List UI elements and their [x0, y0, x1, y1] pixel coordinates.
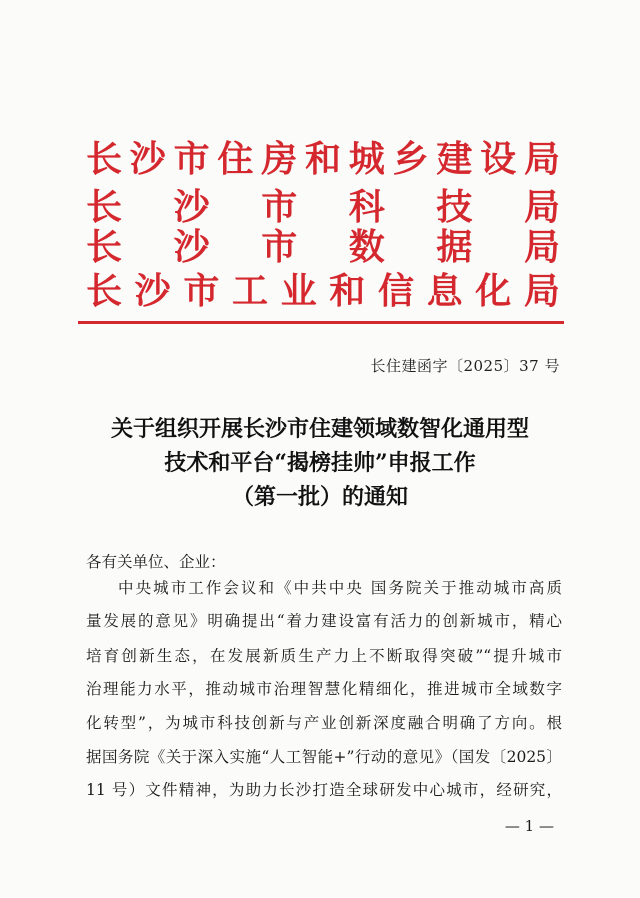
issuer-char: 市 [261, 186, 298, 228]
issuer-char: 化 [475, 270, 512, 312]
page-number: — 1 — [504, 817, 554, 835]
issuer-char: 局 [523, 226, 560, 268]
issuer-char: 局 [523, 270, 560, 312]
issuer-char: 住 [217, 138, 254, 180]
title-line-2: 技术和平台“揭榜挂帅”申报工作 [164, 450, 476, 476]
body-line: 据国务院《关于深入实施“人工智能+”行动的意见》（国发〔2025〕 [86, 748, 562, 766]
issuer-industry-bureau [86, 268, 560, 314]
issuer-char: 沙 [173, 226, 210, 268]
issuer-char: 局 [523, 186, 560, 228]
issuer-housing-bureau [86, 136, 560, 182]
issuer-char: 沙 [173, 186, 210, 228]
issuer-char: 市 [173, 138, 210, 180]
title-line-3: （第一批）的通知 [231, 484, 408, 510]
body-line: 培育创新生态，在发展新质生产力上不断取得突破”“提升城市 [86, 647, 562, 665]
issuer-char: 设 [480, 138, 517, 180]
issuer-char: 城 [348, 138, 385, 180]
red-separator-line [78, 321, 564, 324]
document-number: 长住建函字〔2025〕37 号 [370, 357, 560, 375]
salutation: 各有关单位、企业： [86, 553, 226, 571]
title-line-1: 关于组织开展长沙市住建领域数智化通用型 [110, 416, 529, 442]
issuer-char: 数 [348, 226, 385, 268]
body-line: 化转型”，为城市科技创新与产业创新深度融合明确了方向。根 [86, 714, 562, 732]
issuer-char: 长 [86, 270, 123, 312]
issuer-char: 建 [436, 138, 473, 180]
issuer-char: 长 [86, 138, 123, 180]
issuer-char: 乡 [392, 138, 429, 180]
issuer-char: 市 [183, 270, 220, 312]
body-line: 中央城市工作会议和《中共中央 国务院关于推动城市高质 [118, 579, 562, 597]
issuer-char: 市 [261, 226, 298, 268]
issuer-char: 和 [304, 138, 341, 180]
issuer-char: 长 [86, 226, 123, 268]
body-line: 量发展的意见》明确提出“着力建设富有活力的创新城市，精心 [86, 612, 562, 630]
issuer-char: 房 [261, 138, 298, 180]
issuer-char: 信 [377, 270, 414, 312]
issuer-char: 工 [231, 270, 268, 312]
issuer-char: 据 [436, 226, 473, 268]
issuer-char: 沙 [129, 138, 166, 180]
issuer-char: 和 [329, 270, 366, 312]
body-line: 11 号）文件精神，为助力长沙打造全球研发中心城市，经研究， [86, 781, 562, 799]
issuer-char: 息 [426, 270, 463, 312]
issuer-char: 长 [86, 186, 123, 228]
issuer-char: 业 [280, 270, 317, 312]
issuer-char: 科 [348, 186, 385, 228]
issuer-char: 技 [436, 186, 473, 228]
issuer-char: 局 [523, 138, 560, 180]
issuer-char: 沙 [134, 270, 171, 312]
issuer-data-bureau [86, 224, 560, 270]
body-line: 治理能力水平，推动城市治理智慧化精细化，推进城市全域数字 [86, 680, 562, 698]
